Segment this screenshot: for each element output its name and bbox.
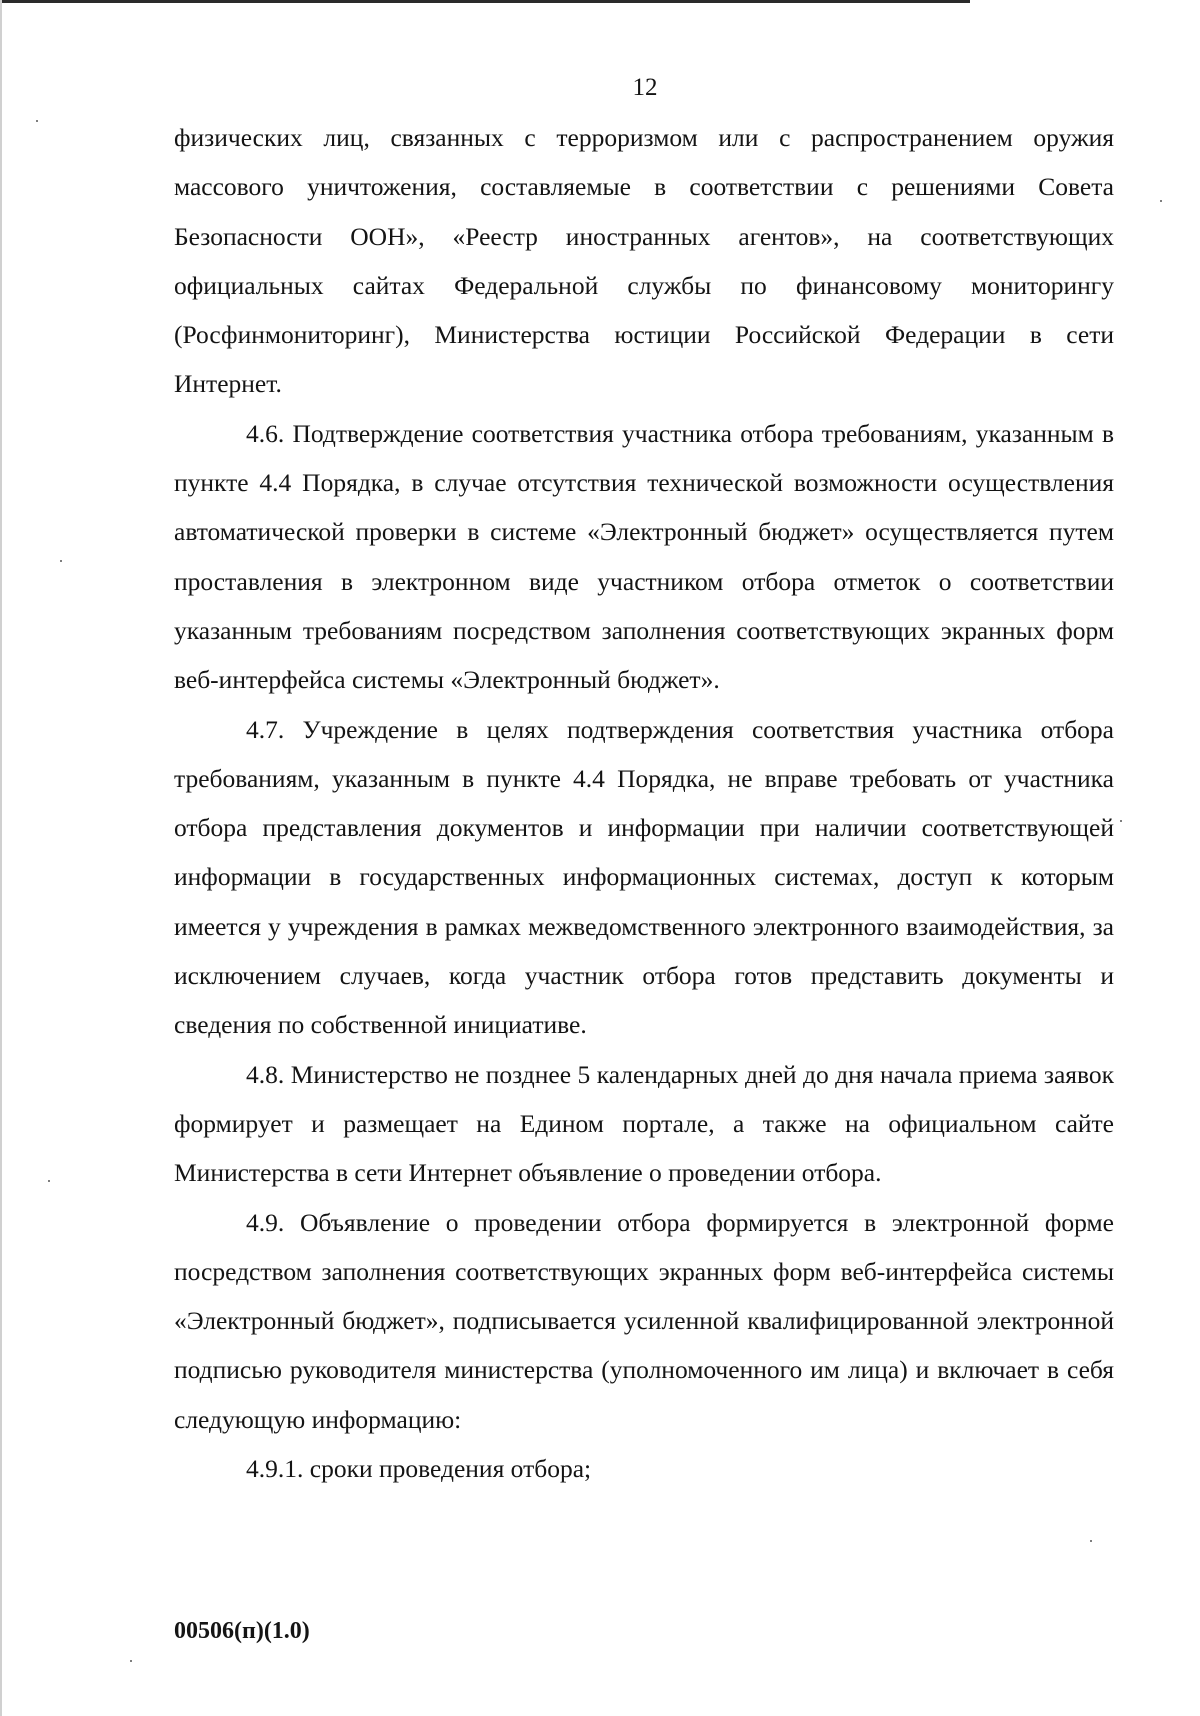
paragraph-4-6: 4.6. Подтверждение соответствия участника отбора требованиям, указанным в пункте 4.4 Порядка, в случае отсутствия технической возможности осуществления автоматической проверки в системе «Электронный бюджет» осуществляется путем проставления в электронном виде участником отбора отметок о соответствии указанным требованиям посредством заполнения соответствующих экранных форм веб-интерфейса системы «Электронный бюджет».: [174, 418, 1114, 695]
paragraph-4-9: 4.9. Объявление о проведении отбора формируется в электронной форме посредством заполнения соответствующих экранных форм веб-интерфейса системы «Электронный бюджет», подписывается усиленной квалифицированной электронной подписью руководителя министерства (уполномоченного им лица) и включает в себя следующую информацию:: [174, 1207, 1114, 1434]
top-edge-rule: [0, 0, 970, 3]
paragraph-continuation: физических лиц, связанных с терроризмом или с распространением оружия массового уничтожения, составляемые в соответствии с решениями Совета Безопасности ООН», «Реестр иностранных агентов», на соответствующих официальных сайтах Федеральной службы по финансовому мониторингу (Росфинмониторинг), Министерства юстиции Российской Федерации в сети Интернет.: [174, 123, 1114, 399]
page-number: 12: [632, 74, 658, 101]
scan-speck: [1160, 200, 1162, 202]
paragraph-4-7: 4.7. Учреждение в целях подтверждения соответствия участника отбора требованиям, указанным в пункте 4.4 Порядка, не вправе требовать от участника отбора представления документов и информации при наличии соответствующей информации в государственных информационных системах, доступ к которым имеется у учреждения в рамках межведомственного электронного взаимодействия, за исключением случаев, когда участник отбора готов представить документы и сведения по собственной инициативе.: [174, 714, 1114, 1040]
scan-speck: [60, 560, 62, 562]
scan-speck: [36, 120, 38, 122]
document-body: [174, 113, 1114, 1493]
scan-speck: [1090, 1540, 1092, 1542]
paragraph-4-8: 4.8. Министерство не позднее 5 календарных дней до дня начала приема заявок формирует и размещает на Едином портале, а также на официальном сайте Министерства в сети Интернет объявление о проведении отбора.: [174, 1059, 1114, 1188]
paragraph-4-9-1: 4.9.1. сроки проведения отбора;: [246, 1454, 592, 1484]
scan-speck: [1120, 820, 1122, 822]
scan-speck: [48, 1180, 50, 1182]
scan-speck: [130, 1660, 132, 1662]
footer-document-code: 00506(п)(1.0): [174, 1618, 310, 1644]
left-scan-edge: [0, 0, 2, 1716]
